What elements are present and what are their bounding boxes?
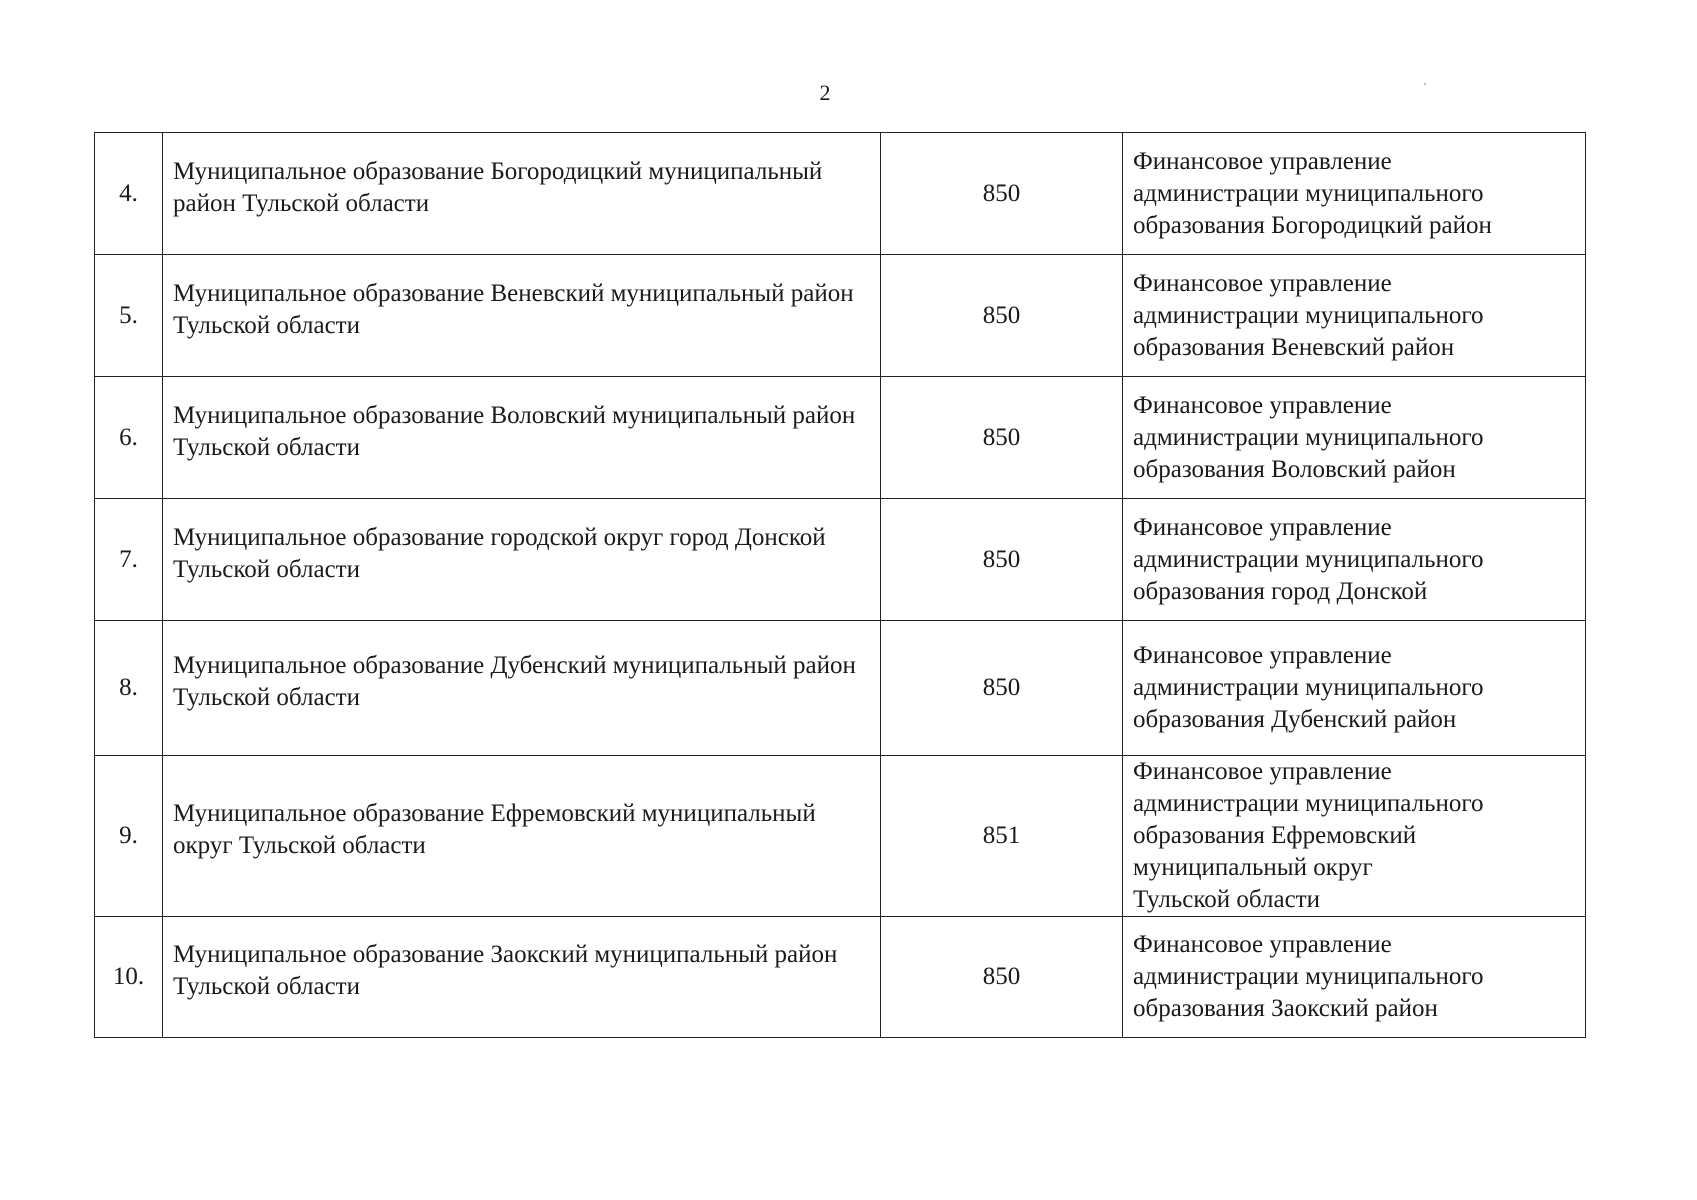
row-number: 10. xyxy=(95,917,163,1038)
budget-code: 850 xyxy=(881,133,1123,255)
authority-line: администрации муниципального xyxy=(1133,674,1484,701)
budget-code: 850 xyxy=(881,621,1123,756)
authority-line: администрации муниципального xyxy=(1133,179,1484,207)
financial-authority xyxy=(1123,756,1586,917)
table-row xyxy=(95,133,1586,255)
table-row xyxy=(95,917,1586,1038)
authority-line: Финансовое управление xyxy=(1133,147,1392,175)
table-row xyxy=(95,499,1586,621)
municipality-name: Муниципальное образование Ефремовский муниципальный округ Тульской области xyxy=(163,756,881,917)
budget-code: 850 xyxy=(881,917,1123,1038)
authority-line: администрации муниципального xyxy=(1133,963,1484,990)
financial-authority xyxy=(1123,499,1586,621)
authority-line: муниципальный округ xyxy=(1133,854,1373,881)
municipality-name: Муниципальное образование городской округ город Донской Тульской области xyxy=(163,499,881,621)
authority-line: администрации муниципального xyxy=(1133,301,1484,329)
budget-code: 851 xyxy=(881,756,1123,917)
table-row xyxy=(95,377,1586,499)
municipality-name: Муниципальное образование Заокский муниципальный район Тульской области xyxy=(163,917,881,1038)
municipality-name: Муниципальное образование Дубенский муниципальный район Тульской области xyxy=(163,621,881,756)
authority-line: Финансовое управление xyxy=(1133,391,1392,419)
authority-line: образования Воловский район xyxy=(1133,455,1456,483)
row-number: 8. xyxy=(95,621,163,756)
authority-line: Финансовое управление xyxy=(1133,931,1392,958)
row-number: 6. xyxy=(95,377,163,499)
authority-line: образования Ефремовский xyxy=(1133,822,1417,849)
authority-line: Финансовое управление xyxy=(1133,642,1392,669)
authority-line: Финансовое управление xyxy=(1133,513,1392,541)
row-number: 7. xyxy=(95,499,163,621)
authority-line: образования Заокский район xyxy=(1133,995,1438,1022)
table-row xyxy=(95,621,1586,756)
authority-line: Финансовое управление xyxy=(1133,758,1392,785)
authority-line: администрации муниципального xyxy=(1133,790,1484,817)
financial-authority xyxy=(1123,621,1586,756)
budget-code: 850 xyxy=(881,499,1123,621)
budget-code: 850 xyxy=(881,377,1123,499)
table-row xyxy=(95,756,1586,917)
scan-speck xyxy=(1424,83,1426,85)
authority-line: администрации муниципального xyxy=(1133,545,1484,573)
row-number: 9. xyxy=(95,756,163,917)
financial-authority xyxy=(1123,255,1586,377)
table-row xyxy=(95,255,1586,377)
authority-line: администрации муниципального xyxy=(1133,423,1484,451)
financial-authority xyxy=(1123,377,1586,499)
municipalities-table xyxy=(94,132,1586,1038)
page-number: 2 xyxy=(819,80,831,105)
row-number: 4. xyxy=(95,133,163,255)
municipality-name: Муниципальное образование Веневский муниципальный район Тульской области xyxy=(163,255,881,377)
row-number: 5. xyxy=(95,255,163,377)
authority-line: образования Дубенский район xyxy=(1133,706,1457,733)
authority-line: Тульской области xyxy=(1133,886,1320,913)
authority-line: образования Богородицкий район xyxy=(1133,211,1492,239)
municipality-name: Муниципальное образование Богородицкий муниципальный район Тульской области xyxy=(163,133,881,255)
authority-line: образования Веневский район xyxy=(1133,333,1455,361)
financial-authority xyxy=(1123,133,1586,255)
authority-line: Финансовое управление xyxy=(1133,269,1392,297)
authority-line: образования город Донской xyxy=(1133,577,1428,605)
budget-code: 850 xyxy=(881,255,1123,377)
financial-authority xyxy=(1123,917,1586,1038)
municipality-name: Муниципальное образование Воловский муниципальный район Тульской области xyxy=(163,377,881,499)
